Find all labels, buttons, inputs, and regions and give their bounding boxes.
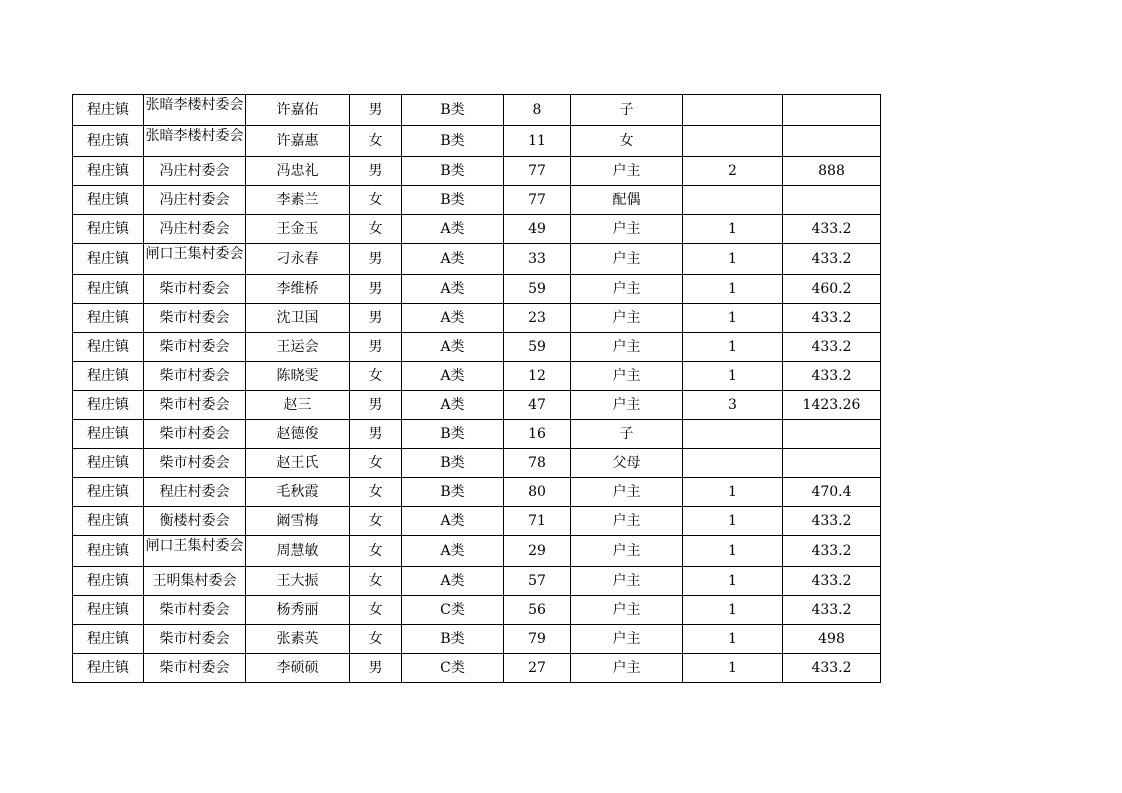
- relation-cell: 户主: [571, 362, 683, 391]
- table-row: [73, 126, 881, 157]
- household-count-cell: 3: [683, 391, 783, 420]
- amount-cell: [783, 420, 881, 449]
- relation-cell: 户主: [571, 625, 683, 654]
- category-cell: B类: [402, 126, 504, 157]
- household-count-cell: 1: [683, 362, 783, 391]
- town-cell: 程庄镇: [73, 215, 144, 244]
- age-cell: 47: [504, 391, 571, 420]
- table-row: [73, 95, 881, 126]
- age-cell: 33: [504, 244, 571, 275]
- category-cell: B类: [402, 95, 504, 126]
- relation-cell: 户主: [571, 391, 683, 420]
- amount-cell: 433.2: [783, 333, 881, 362]
- table-row: [73, 215, 881, 244]
- relation-cell: 户主: [571, 536, 683, 567]
- category-cell: A类: [402, 507, 504, 536]
- table-row: [73, 333, 881, 362]
- amount-cell: 1423.26: [783, 391, 881, 420]
- table-row: [73, 625, 881, 654]
- household-count-cell: 1: [683, 333, 783, 362]
- relation-cell: 户主: [571, 244, 683, 275]
- relation-cell: 户主: [571, 304, 683, 333]
- age-cell: 78: [504, 449, 571, 478]
- name-cell: 毛秋霞: [246, 478, 350, 507]
- amount-cell: 433.2: [783, 596, 881, 625]
- town-cell: 程庄镇: [73, 95, 144, 126]
- relation-cell: 户主: [571, 596, 683, 625]
- name-cell: 周慧敏: [246, 536, 350, 567]
- amount-cell: 433.2: [783, 567, 881, 596]
- amount-cell: [783, 95, 881, 126]
- gender-cell: 女: [350, 126, 402, 157]
- household-count-cell: 1: [683, 478, 783, 507]
- town-cell: 程庄镇: [73, 478, 144, 507]
- village-cell: 冯庄村委会: [144, 186, 246, 215]
- amount-cell: 433.2: [783, 244, 881, 275]
- table-row: [73, 244, 881, 275]
- name-cell: 冯忠礼: [246, 157, 350, 186]
- age-cell: 16: [504, 420, 571, 449]
- amount-cell: 460.2: [783, 275, 881, 304]
- town-cell: 程庄镇: [73, 333, 144, 362]
- relation-cell: 户主: [571, 478, 683, 507]
- town-cell: 程庄镇: [73, 126, 144, 157]
- town-cell: 程庄镇: [73, 304, 144, 333]
- name-cell: 王运会: [246, 333, 350, 362]
- gender-cell: 男: [350, 244, 402, 275]
- gender-cell: 女: [350, 536, 402, 567]
- name-cell: 许嘉佑: [246, 95, 350, 126]
- town-cell: 程庄镇: [73, 507, 144, 536]
- age-cell: 8: [504, 95, 571, 126]
- town-cell: 程庄镇: [73, 536, 144, 567]
- name-cell: 刁永春: [246, 244, 350, 275]
- village-cell: 闸口王集村委会: [144, 536, 246, 567]
- table-row: [73, 275, 881, 304]
- table-row: [73, 478, 881, 507]
- household-count-cell: [683, 95, 783, 126]
- table-row: [73, 654, 881, 683]
- age-cell: 49: [504, 215, 571, 244]
- table-row: [73, 507, 881, 536]
- age-cell: 77: [504, 186, 571, 215]
- amount-cell: 433.2: [783, 215, 881, 244]
- relation-cell: 户主: [571, 507, 683, 536]
- relation-cell: 女: [571, 126, 683, 157]
- village-cell: 张暗李楼村委会: [144, 126, 246, 157]
- category-cell: C类: [402, 654, 504, 683]
- town-cell: 程庄镇: [73, 391, 144, 420]
- relation-cell: 配偶: [571, 186, 683, 215]
- village-cell: 柴市村委会: [144, 333, 246, 362]
- relation-cell: 户主: [571, 215, 683, 244]
- age-cell: 11: [504, 126, 571, 157]
- town-cell: 程庄镇: [73, 186, 144, 215]
- household-count-cell: [683, 126, 783, 157]
- category-cell: C类: [402, 596, 504, 625]
- town-cell: 程庄镇: [73, 654, 144, 683]
- gender-cell: 男: [350, 333, 402, 362]
- gender-cell: 男: [350, 420, 402, 449]
- amount-cell: 433.2: [783, 507, 881, 536]
- table-row: [73, 391, 881, 420]
- age-cell: 77: [504, 157, 571, 186]
- name-cell: 王大振: [246, 567, 350, 596]
- village-cell: 程庄村委会: [144, 478, 246, 507]
- household-count-cell: 2: [683, 157, 783, 186]
- household-count-cell: 1: [683, 215, 783, 244]
- age-cell: 57: [504, 567, 571, 596]
- category-cell: A类: [402, 391, 504, 420]
- gender-cell: 男: [350, 391, 402, 420]
- category-cell: B类: [402, 186, 504, 215]
- table-row: [73, 157, 881, 186]
- category-cell: B类: [402, 478, 504, 507]
- name-cell: 陈晓雯: [246, 362, 350, 391]
- town-cell: 程庄镇: [73, 567, 144, 596]
- household-count-cell: 1: [683, 275, 783, 304]
- relation-cell: 户主: [571, 654, 683, 683]
- age-cell: 23: [504, 304, 571, 333]
- amount-cell: 433.2: [783, 536, 881, 567]
- amount-cell: 433.2: [783, 304, 881, 333]
- village-cell: 衡楼村委会: [144, 507, 246, 536]
- amount-cell: 498: [783, 625, 881, 654]
- gender-cell: 女: [350, 449, 402, 478]
- category-cell: A类: [402, 304, 504, 333]
- name-cell: 阚雪梅: [246, 507, 350, 536]
- town-cell: 程庄镇: [73, 362, 144, 391]
- town-cell: 程庄镇: [73, 449, 144, 478]
- amount-cell: [783, 449, 881, 478]
- table-row: [73, 362, 881, 391]
- household-count-cell: 1: [683, 654, 783, 683]
- gender-cell: 男: [350, 654, 402, 683]
- household-count-cell: 1: [683, 304, 783, 333]
- table-row: [73, 420, 881, 449]
- gender-cell: 男: [350, 95, 402, 126]
- relation-cell: 户主: [571, 275, 683, 304]
- town-cell: 程庄镇: [73, 596, 144, 625]
- table-row: [73, 536, 881, 567]
- name-cell: 杨秀丽: [246, 596, 350, 625]
- age-cell: 59: [504, 333, 571, 362]
- village-cell: 柴市村委会: [144, 654, 246, 683]
- amount-cell: 470.4: [783, 478, 881, 507]
- age-cell: 56: [504, 596, 571, 625]
- village-cell: 柴市村委会: [144, 304, 246, 333]
- town-cell: 程庄镇: [73, 625, 144, 654]
- gender-cell: 女: [350, 507, 402, 536]
- table-row: [73, 596, 881, 625]
- village-cell: 柴市村委会: [144, 362, 246, 391]
- household-count-cell: [683, 449, 783, 478]
- amount-cell: [783, 126, 881, 157]
- name-cell: 王金玉: [246, 215, 350, 244]
- category-cell: B类: [402, 449, 504, 478]
- table-row: [73, 304, 881, 333]
- category-cell: A类: [402, 215, 504, 244]
- town-cell: 程庄镇: [73, 157, 144, 186]
- category-cell: B类: [402, 625, 504, 654]
- household-count-cell: 1: [683, 244, 783, 275]
- household-count-cell: 1: [683, 507, 783, 536]
- town-cell: 程庄镇: [73, 244, 144, 275]
- village-cell: 柴市村委会: [144, 391, 246, 420]
- amount-cell: 888: [783, 157, 881, 186]
- village-cell: 柴市村委会: [144, 596, 246, 625]
- town-cell: 程庄镇: [73, 275, 144, 304]
- table-row: [73, 449, 881, 478]
- household-count-cell: 1: [683, 625, 783, 654]
- amount-cell: [783, 186, 881, 215]
- name-cell: 赵三: [246, 391, 350, 420]
- age-cell: 80: [504, 478, 571, 507]
- category-cell: B类: [402, 420, 504, 449]
- village-cell: 柴市村委会: [144, 420, 246, 449]
- name-cell: 赵德俊: [246, 420, 350, 449]
- table-row: [73, 186, 881, 215]
- village-cell: 柴市村委会: [144, 449, 246, 478]
- household-count-cell: [683, 186, 783, 215]
- name-cell: 李硕硕: [246, 654, 350, 683]
- relation-cell: 户主: [571, 333, 683, 362]
- name-cell: 张素英: [246, 625, 350, 654]
- gender-cell: 女: [350, 362, 402, 391]
- name-cell: 沈卫国: [246, 304, 350, 333]
- category-cell: A类: [402, 244, 504, 275]
- household-count-cell: [683, 420, 783, 449]
- village-cell: 冯庄村委会: [144, 157, 246, 186]
- gender-cell: 女: [350, 625, 402, 654]
- name-cell: 李素兰: [246, 186, 350, 215]
- table-row: [73, 567, 881, 596]
- relation-cell: 子: [571, 420, 683, 449]
- relation-cell: 户主: [571, 157, 683, 186]
- amount-cell: 433.2: [783, 654, 881, 683]
- category-cell: B类: [402, 157, 504, 186]
- table-body: [73, 95, 881, 683]
- name-cell: 李维桥: [246, 275, 350, 304]
- village-cell: 柴市村委会: [144, 625, 246, 654]
- gender-cell: 女: [350, 478, 402, 507]
- data-table: [72, 94, 881, 683]
- household-count-cell: 1: [683, 536, 783, 567]
- village-cell: 柴市村委会: [144, 275, 246, 304]
- age-cell: 59: [504, 275, 571, 304]
- age-cell: 79: [504, 625, 571, 654]
- age-cell: 12: [504, 362, 571, 391]
- category-cell: A类: [402, 275, 504, 304]
- age-cell: 29: [504, 536, 571, 567]
- village-cell: 张暗李楼村委会: [144, 95, 246, 126]
- gender-cell: 女: [350, 567, 402, 596]
- amount-cell: 433.2: [783, 362, 881, 391]
- village-cell: 王明集村委会: [144, 567, 246, 596]
- relation-cell: 父母: [571, 449, 683, 478]
- relation-cell: 户主: [571, 567, 683, 596]
- village-cell: 闸口王集村委会: [144, 244, 246, 275]
- gender-cell: 女: [350, 596, 402, 625]
- gender-cell: 女: [350, 186, 402, 215]
- town-cell: 程庄镇: [73, 420, 144, 449]
- gender-cell: 女: [350, 215, 402, 244]
- name-cell: 赵王氏: [246, 449, 350, 478]
- category-cell: A类: [402, 362, 504, 391]
- household-count-cell: 1: [683, 596, 783, 625]
- category-cell: A类: [402, 536, 504, 567]
- name-cell: 许嘉惠: [246, 126, 350, 157]
- gender-cell: 男: [350, 275, 402, 304]
- village-cell: 冯庄村委会: [144, 215, 246, 244]
- age-cell: 27: [504, 654, 571, 683]
- gender-cell: 男: [350, 157, 402, 186]
- age-cell: 71: [504, 507, 571, 536]
- household-count-cell: 1: [683, 567, 783, 596]
- category-cell: A类: [402, 567, 504, 596]
- category-cell: A类: [402, 333, 504, 362]
- relation-cell: 子: [571, 95, 683, 126]
- gender-cell: 男: [350, 304, 402, 333]
